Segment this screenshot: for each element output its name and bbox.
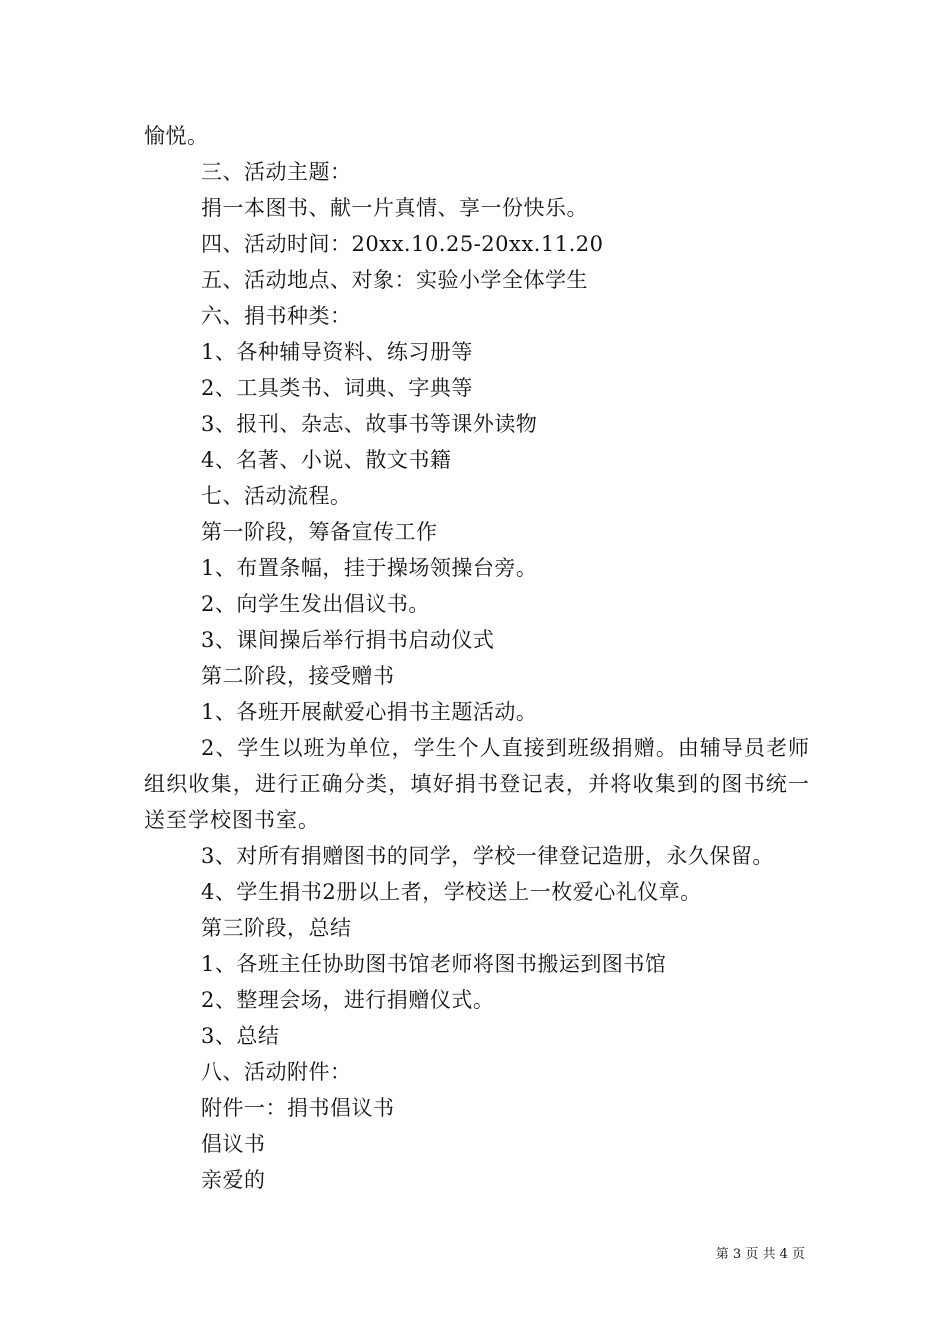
text-line: 3、对所有捐赠图书的同学，学校一律登记造册，永久保留。 [201,844,774,868]
text-line: 1、各班开展献爱心捐书主题活动。 [201,700,538,724]
text-line: 亲爱的 [201,1168,266,1192]
text-line: 五、活动地点、对象：实验小学全体学生 [201,268,588,292]
body-paragraph: 2、学生以班为单位，学生个人直接到班级捐赠。由辅导员老师组织收集，进行正确分类，填好捐书登记表，并将收集到的图书统一送至学校图书室。 [144,736,810,832]
text-line: 1、各班主任协助图书馆老师将图书搬运到图书馆 [201,952,667,976]
text-line: 1、布置条幅，挂于操场领操台旁。 [201,556,538,580]
text-line: 七、活动流程。 [201,484,352,508]
text-line: 倡议书 [201,1132,266,1156]
document-body [144,118,810,1198]
text-line: 八、活动附件： [201,1060,352,1084]
text-line: 第一阶段，筹备宣传工作 [201,520,438,544]
text-line: 3、课间操后举行捐书启动仪式 [201,628,495,652]
lines-after-paragraph [144,838,810,1198]
text-line: 2、工具类书、词典、字典等 [201,376,473,400]
text-line: 第三阶段，总结 [201,916,352,940]
text-line: 2、向学生发出倡议书。 [201,592,430,616]
text-line: 四、活动时间：20xx.10.25-20xx.11.20 [201,232,604,256]
text-line: 3、总结 [201,1024,280,1048]
text-line: 2、整理会场，进行捐赠仪式。 [201,988,495,1012]
text-line: 4、学生捐书2册以上者，学校送上一枚爱心礼仪章。 [201,880,702,904]
text-line: 三、活动主题： [201,160,352,184]
text-line: 第二阶段，接受赠书 [201,664,395,688]
text-line: 4、名著、小说、散文书籍 [201,448,452,472]
text-line: 1、各种辅导资料、练习册等 [201,340,473,364]
text-line: 愉悦。 [144,124,209,148]
text-line: 附件一：捐书倡议书 [201,1096,395,1120]
lines-before-paragraph [144,118,810,730]
text-line: 捐一本图书、献一片真情、享一份快乐。 [201,196,588,220]
page-number-footer: 第 3 页 共 4 页 [715,1247,805,1262]
text-line: 六、捐书种类： [201,304,352,328]
text-line: 3、报刊、杂志、故事书等课外读物 [201,412,538,436]
